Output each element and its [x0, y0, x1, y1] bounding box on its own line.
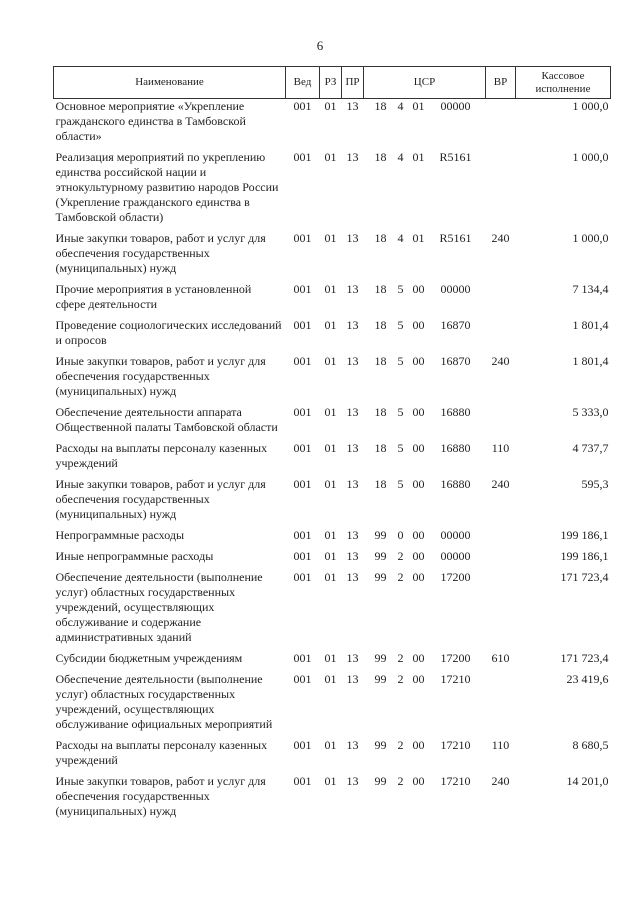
- row-amount: 1 801,4: [572, 354, 609, 368]
- csr-part-2: 5: [397, 477, 404, 491]
- header-rz: РЗ: [320, 67, 342, 99]
- row-name: Обеспечение деятельности (выполнение услуг) областных государственных учреждений, осуществляющих обслуживание официальных мероприятий: [55, 672, 273, 731]
- row-vr: [486, 282, 516, 318]
- csr-part-2: 4: [397, 99, 404, 113]
- row-csr: [364, 282, 486, 318]
- row-csr: [364, 441, 486, 477]
- table-row: [54, 651, 611, 672]
- row-vr: [486, 570, 516, 651]
- row-amount: 1 000,0: [572, 99, 609, 113]
- row-name: Субсидии бюджетным учреждениям: [55, 651, 243, 665]
- row-vr: 240: [491, 354, 510, 368]
- row-amount: 1 000,0: [572, 150, 609, 164]
- csr-part-3: 00: [412, 738, 425, 752]
- row-amount: 5 333,0: [572, 405, 609, 419]
- row-ved: 001: [293, 738, 312, 752]
- csr-part-1: 99: [374, 738, 387, 752]
- row-ved: 001: [293, 150, 312, 164]
- header-vr: ВР: [486, 67, 516, 99]
- csr-part-2: 5: [397, 441, 404, 455]
- row-rz: 01: [324, 774, 337, 788]
- csr-part-4: 17210: [440, 672, 471, 686]
- page-number: 6: [316, 38, 324, 53]
- table-row: [54, 354, 611, 405]
- csr-part-1: 18: [374, 477, 387, 491]
- row-pr: 13: [346, 477, 359, 491]
- row-rz: 01: [324, 549, 337, 563]
- csr-part-1: 99: [374, 774, 387, 788]
- table-row: [54, 672, 611, 738]
- csr-part-4: R5161: [439, 231, 472, 245]
- row-name: Обеспечение деятельности (выполнение услуг) областных государственных учреждений, осуществляющих обслуживание и содержание административных зданий: [55, 570, 263, 644]
- row-name: Иные закупки товаров, работ и услуг для обеспечения государственных (муниципальных) нужд: [55, 231, 266, 275]
- csr-part-4: R5161: [439, 150, 472, 164]
- row-vr: [486, 99, 516, 151]
- row-name: Иные закупки товаров, работ и услуг для обеспечения государственных (муниципальных) нужд: [55, 477, 266, 521]
- csr-part-2: 5: [397, 282, 404, 296]
- row-csr: [364, 231, 486, 282]
- row-rz: 01: [324, 528, 337, 542]
- row-name: Реализация мероприятий по укреплению единства российской нации и этнокультурному развитию народов России (Укрепление гражданского единства в Тамбовской области): [55, 150, 279, 224]
- row-pr: 13: [346, 570, 359, 584]
- row-csr: [364, 549, 486, 570]
- row-ved: 001: [293, 774, 312, 788]
- row-pr: 13: [346, 318, 359, 332]
- row-csr: [364, 354, 486, 405]
- row-vr: [486, 528, 516, 549]
- csr-part-4: 17200: [440, 651, 471, 665]
- row-pr: 13: [346, 738, 359, 752]
- row-vr: [486, 405, 516, 441]
- csr-part-3: 00: [412, 441, 425, 455]
- row-amount: 4 737,7: [572, 441, 609, 455]
- table-row: [54, 150, 611, 231]
- row-rz: 01: [324, 441, 337, 455]
- row-rz: 01: [324, 150, 337, 164]
- row-csr: [364, 318, 486, 354]
- row-vr: 240: [491, 774, 510, 788]
- csr-part-2: 5: [397, 354, 404, 368]
- row-amount: 171 723,4: [560, 570, 609, 584]
- row-rz: 01: [324, 477, 337, 491]
- csr-part-3: 00: [412, 477, 425, 491]
- row-pr: 13: [346, 549, 359, 563]
- csr-part-4: 00000: [440, 549, 471, 563]
- table-row: [54, 441, 611, 477]
- row-rz: 01: [324, 231, 337, 245]
- row-ved: 001: [293, 318, 312, 332]
- csr-part-3: 00: [412, 405, 425, 419]
- row-name: Расходы на выплаты персоналу казенных учреждений: [55, 738, 268, 767]
- row-rz: 01: [324, 354, 337, 368]
- row-ved: 001: [293, 405, 312, 419]
- csr-part-2: 5: [397, 405, 404, 419]
- csr-part-1: 99: [374, 672, 387, 686]
- row-pr: 13: [346, 405, 359, 419]
- row-amount: 7 134,4: [572, 282, 609, 296]
- csr-part-2: 2: [397, 570, 404, 584]
- csr-part-1: 18: [374, 318, 387, 332]
- csr-part-2: 2: [397, 549, 404, 563]
- row-ved: 001: [293, 231, 312, 245]
- row-vr: 110: [491, 441, 510, 455]
- row-ved: 001: [293, 672, 312, 686]
- csr-part-4: 00000: [440, 282, 471, 296]
- row-name: Расходы на выплаты персоналу казенных учреждений: [55, 441, 268, 470]
- csr-part-1: 18: [374, 405, 387, 419]
- csr-part-1: 99: [374, 549, 387, 563]
- csr-part-1: 18: [374, 150, 387, 164]
- table-row: [54, 231, 611, 282]
- row-csr: [364, 672, 486, 738]
- row-pr: 13: [346, 231, 359, 245]
- table-row: [54, 570, 611, 651]
- header-amount: Кассовое исполнение: [516, 67, 611, 99]
- csr-part-3: 00: [412, 774, 425, 788]
- row-pr: 13: [346, 150, 359, 164]
- table-row: [54, 477, 611, 528]
- row-rz: 01: [324, 99, 337, 113]
- row-amount: 14 201,0: [566, 774, 609, 788]
- row-name: Иные закупки товаров, работ и услуг для обеспечения государственных (муниципальных) нужд: [55, 354, 266, 398]
- table-row: [54, 549, 611, 570]
- row-vr: [486, 672, 516, 738]
- row-csr: [364, 150, 486, 231]
- csr-part-3: 00: [412, 354, 425, 368]
- row-csr: [364, 405, 486, 441]
- csr-part-3: 00: [412, 549, 425, 563]
- csr-part-3: 01: [412, 99, 425, 113]
- row-vr: 240: [491, 477, 510, 491]
- csr-part-4: 16880: [440, 477, 471, 491]
- table-header: [54, 67, 611, 99]
- csr-part-4: 00000: [440, 528, 471, 542]
- table-body: [54, 99, 611, 826]
- csr-part-2: 0: [397, 528, 404, 542]
- csr-part-4: 16870: [440, 318, 471, 332]
- row-vr: 240: [491, 231, 510, 245]
- csr-part-4: 16880: [440, 441, 471, 455]
- table-row: [54, 528, 611, 549]
- row-csr: [364, 570, 486, 651]
- row-name: Иные закупки товаров, работ и услуг для обеспечения государственных (муниципальных) нужд: [55, 774, 266, 818]
- csr-part-3: 00: [412, 282, 425, 296]
- header-ved: Вед: [286, 67, 320, 99]
- row-name: Непрограммные расходы: [55, 528, 185, 542]
- row-ved: 001: [293, 651, 312, 665]
- table-row: [54, 99, 611, 151]
- csr-part-1: 99: [374, 651, 387, 665]
- csr-part-4: 17210: [440, 738, 471, 752]
- row-csr: [364, 651, 486, 672]
- csr-part-4: 17200: [440, 570, 471, 584]
- row-csr: [364, 774, 486, 825]
- csr-part-2: 4: [397, 231, 404, 245]
- row-ved: 001: [293, 354, 312, 368]
- row-amount: 1 000,0: [572, 231, 609, 245]
- row-pr: 13: [346, 354, 359, 368]
- row-pr: 13: [346, 774, 359, 788]
- row-pr: 13: [346, 441, 359, 455]
- csr-part-2: 2: [397, 672, 404, 686]
- csr-part-2: 4: [397, 150, 404, 164]
- csr-part-2: 2: [397, 738, 404, 752]
- table-row: [54, 405, 611, 441]
- row-ved: 001: [293, 99, 312, 113]
- row-name: Основное мероприятие «Укрепление гражданского единства в Тамбовской области»: [55, 99, 246, 143]
- row-vr: [486, 549, 516, 570]
- csr-part-1: 99: [374, 528, 387, 542]
- row-ved: 001: [293, 528, 312, 542]
- table-row: [54, 282, 611, 318]
- row-rz: 01: [324, 318, 337, 332]
- header-pr: ПР: [342, 67, 364, 99]
- row-rz: 01: [324, 405, 337, 419]
- row-name: Иные непрограммные расходы: [55, 549, 214, 563]
- csr-part-2: 2: [397, 651, 404, 665]
- csr-part-3: 00: [412, 651, 425, 665]
- csr-part-3: 00: [412, 318, 425, 332]
- header-name: Наименование: [54, 67, 286, 99]
- row-amount: 23 419,6: [566, 672, 609, 686]
- row-ved: 001: [293, 549, 312, 563]
- row-rz: 01: [324, 570, 337, 584]
- csr-part-4: 17210: [440, 774, 471, 788]
- csr-part-1: 18: [374, 99, 387, 113]
- row-amount: 199 186,1: [560, 528, 609, 542]
- csr-part-3: 00: [412, 570, 425, 584]
- row-ved: 001: [293, 282, 312, 296]
- row-csr: [364, 738, 486, 774]
- row-csr: [364, 477, 486, 528]
- csr-part-2: 2: [397, 774, 404, 788]
- row-vr: 610: [491, 651, 510, 665]
- csr-part-4: 16880: [440, 405, 471, 419]
- csr-part-3: 01: [412, 231, 425, 245]
- row-rz: 01: [324, 672, 337, 686]
- row-ved: 001: [293, 441, 312, 455]
- table-row: [54, 738, 611, 774]
- row-amount: 595,3: [581, 477, 609, 491]
- row-amount: 1 801,4: [572, 318, 609, 332]
- csr-part-1: 18: [374, 441, 387, 455]
- row-rz: 01: [324, 738, 337, 752]
- row-name: Проведение социологических исследований и опросов: [55, 318, 282, 347]
- row-vr: 110: [491, 738, 510, 752]
- csr-part-3: 00: [412, 528, 425, 542]
- csr-part-1: 99: [374, 570, 387, 584]
- csr-part-3: 01: [412, 150, 425, 164]
- row-pr: 13: [346, 528, 359, 542]
- row-vr: [486, 318, 516, 354]
- row-pr: 13: [346, 99, 359, 113]
- row-ved: 001: [293, 570, 312, 584]
- row-csr: [364, 528, 486, 549]
- row-vr: [486, 150, 516, 231]
- row-rz: 01: [324, 651, 337, 665]
- csr-part-1: 18: [374, 282, 387, 296]
- table-row: [54, 774, 611, 825]
- csr-part-3: 00: [412, 672, 425, 686]
- budget-table: [53, 66, 611, 825]
- row-amount: 171 723,4: [560, 651, 609, 665]
- csr-part-4: 00000: [440, 99, 471, 113]
- row-pr: 13: [346, 672, 359, 686]
- csr-part-2: 5: [397, 318, 404, 332]
- row-name: Обеспечение деятельности аппарата Общественной палаты Тамбовской области: [55, 405, 278, 434]
- csr-part-4: 16870: [440, 354, 471, 368]
- csr-part-1: 18: [374, 354, 387, 368]
- header-csr: ЦСР: [364, 67, 486, 99]
- row-amount: 199 186,1: [560, 549, 609, 563]
- csr-part-1: 18: [374, 231, 387, 245]
- row-name: Прочие мероприятия в установленной сфере деятельности: [55, 282, 252, 311]
- row-ved: 001: [293, 477, 312, 491]
- row-pr: 13: [346, 651, 359, 665]
- row-rz: 01: [324, 282, 337, 296]
- row-csr: [364, 99, 486, 151]
- row-pr: 13: [346, 282, 359, 296]
- row-amount: 8 680,5: [572, 738, 609, 752]
- table-row: [54, 318, 611, 354]
